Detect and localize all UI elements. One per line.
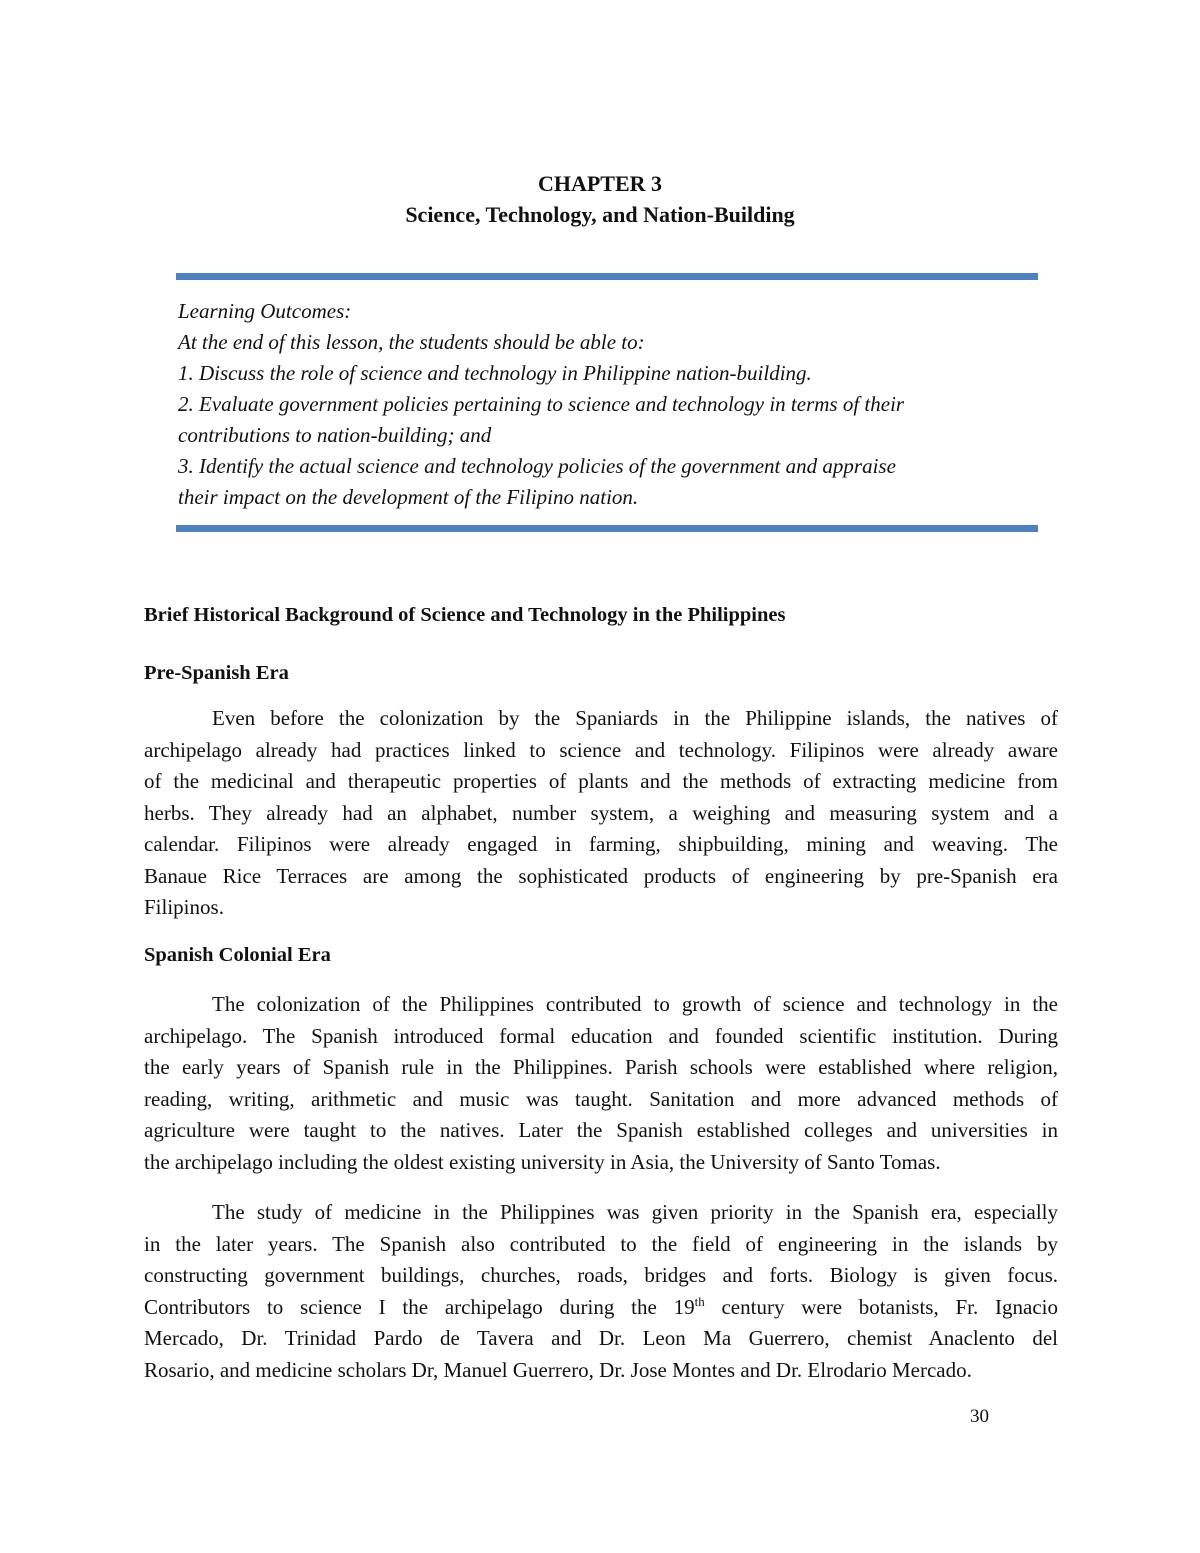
paragraph-line: the archipelago including the oldest existing university in Asia, the University of Santo Tomas. xyxy=(144,1149,941,1174)
paragraph-line: Rosario, and medicine scholars Dr, Manuel Guerrero, Dr. Jose Montes and Dr. Elrodario Mercado. xyxy=(144,1357,972,1382)
pre-spanish-paragraph xyxy=(144,703,1058,924)
spanish-colonial-paragraph-2 xyxy=(144,1197,1058,1386)
paragraph-line: of the medicinal and therapeutic properties of plants and the methods of extracting medicine from xyxy=(144,769,1058,793)
outcomes-top-rule xyxy=(176,273,1038,280)
spanish-colonial-heading: Spanish Colonial Era xyxy=(144,944,331,966)
pre-spanish-heading: Pre-Spanish Era xyxy=(144,662,289,684)
outcome-line: 2. Evaluate government policies pertaining to science and technology in terms of their xyxy=(178,392,905,416)
paragraph-line: Banaue Rice Terraces are among the sophisticated products of engineering by pre-Spanish era xyxy=(144,863,1058,888)
outcome-line: their impact on the development of the Filipino nation. xyxy=(178,485,639,509)
chapter-heading xyxy=(0,168,1200,230)
outcome-line: 3. Identify the actual science and technology policies of the government and appraise xyxy=(178,454,896,478)
page-number: 30 xyxy=(970,1406,989,1427)
paragraph-line: archipelago. The Spanish introduced formal education and founded scientific institution. During xyxy=(144,1023,1058,1048)
paragraph-line: The study of medicine in the Philippines was given priority in the Spanish era, especially xyxy=(212,1200,1058,1224)
outcomes-bottom-rule xyxy=(176,525,1038,532)
paragraph-line: reading, writing, arithmetic and music was taught. Sanitation and more advanced methods of xyxy=(144,1086,1058,1111)
spanish-colonial-paragraph-1 xyxy=(144,989,1058,1178)
text-fragment: Contributors to science I the archipelago during the 19 xyxy=(144,1294,695,1319)
learning-outcomes-box xyxy=(178,296,1028,513)
text-fragment: century were botanists, Fr. Ignacio xyxy=(704,1294,1059,1319)
outcome-line: 1. Discuss the role of science and technology in Philippine nation-building. xyxy=(178,361,812,385)
outcomes-intro: At the end of this lesson, the students should be able to: xyxy=(178,330,645,354)
paragraph-line: Filipinos. xyxy=(144,895,224,919)
chapter-number: CHAPTER 3 xyxy=(537,171,663,196)
chapter-title: Science, Technology, and Nation-Building xyxy=(405,202,795,227)
paragraph-line: archipelago already had practices linked to science and technology. Filipinos were already aware xyxy=(144,737,1058,762)
paragraph-line: calendar. Filipinos were already engaged in farming, shipbuilding, mining and weaving. The xyxy=(144,832,1058,856)
paragraph-line: herbs. They already had an alphabet, number system, a weighing and measuring system and a xyxy=(144,800,1058,825)
superscript: th xyxy=(694,1293,705,1309)
paragraph-line: constructing government buildings, churches, roads, bridges and forts. Biology is given focus. xyxy=(144,1263,1058,1287)
section-title: Brief Historical Background of Science and Technology in the Philippines xyxy=(144,604,786,626)
paragraph-line-with-superscript xyxy=(144,1292,1058,1324)
paragraph-line: Even before the colonization by the Spaniards in the Philippine islands, the natives of xyxy=(212,706,1058,730)
paragraph-line: the early years of Spanish rule in the Philippines. Parish schools were established where religion, xyxy=(144,1055,1058,1079)
paragraph-line: in the later years. The Spanish also contributed to the field of engineering in the islands by xyxy=(144,1231,1058,1256)
paragraph-line: The colonization of the Philippines contributed to growth of science and technology in the xyxy=(212,992,1058,1016)
paragraph-line: agriculture were taught to the natives. Later the Spanish established colleges and universities in xyxy=(144,1118,1058,1142)
outcome-line: contributions to nation-building; and xyxy=(178,423,492,447)
paragraph-line: Mercado, Dr. Trinidad Pardo de Tavera and Dr. Leon Ma Guerrero, chemist Anaclento del xyxy=(144,1326,1058,1350)
outcomes-heading: Learning Outcomes: xyxy=(178,299,352,323)
